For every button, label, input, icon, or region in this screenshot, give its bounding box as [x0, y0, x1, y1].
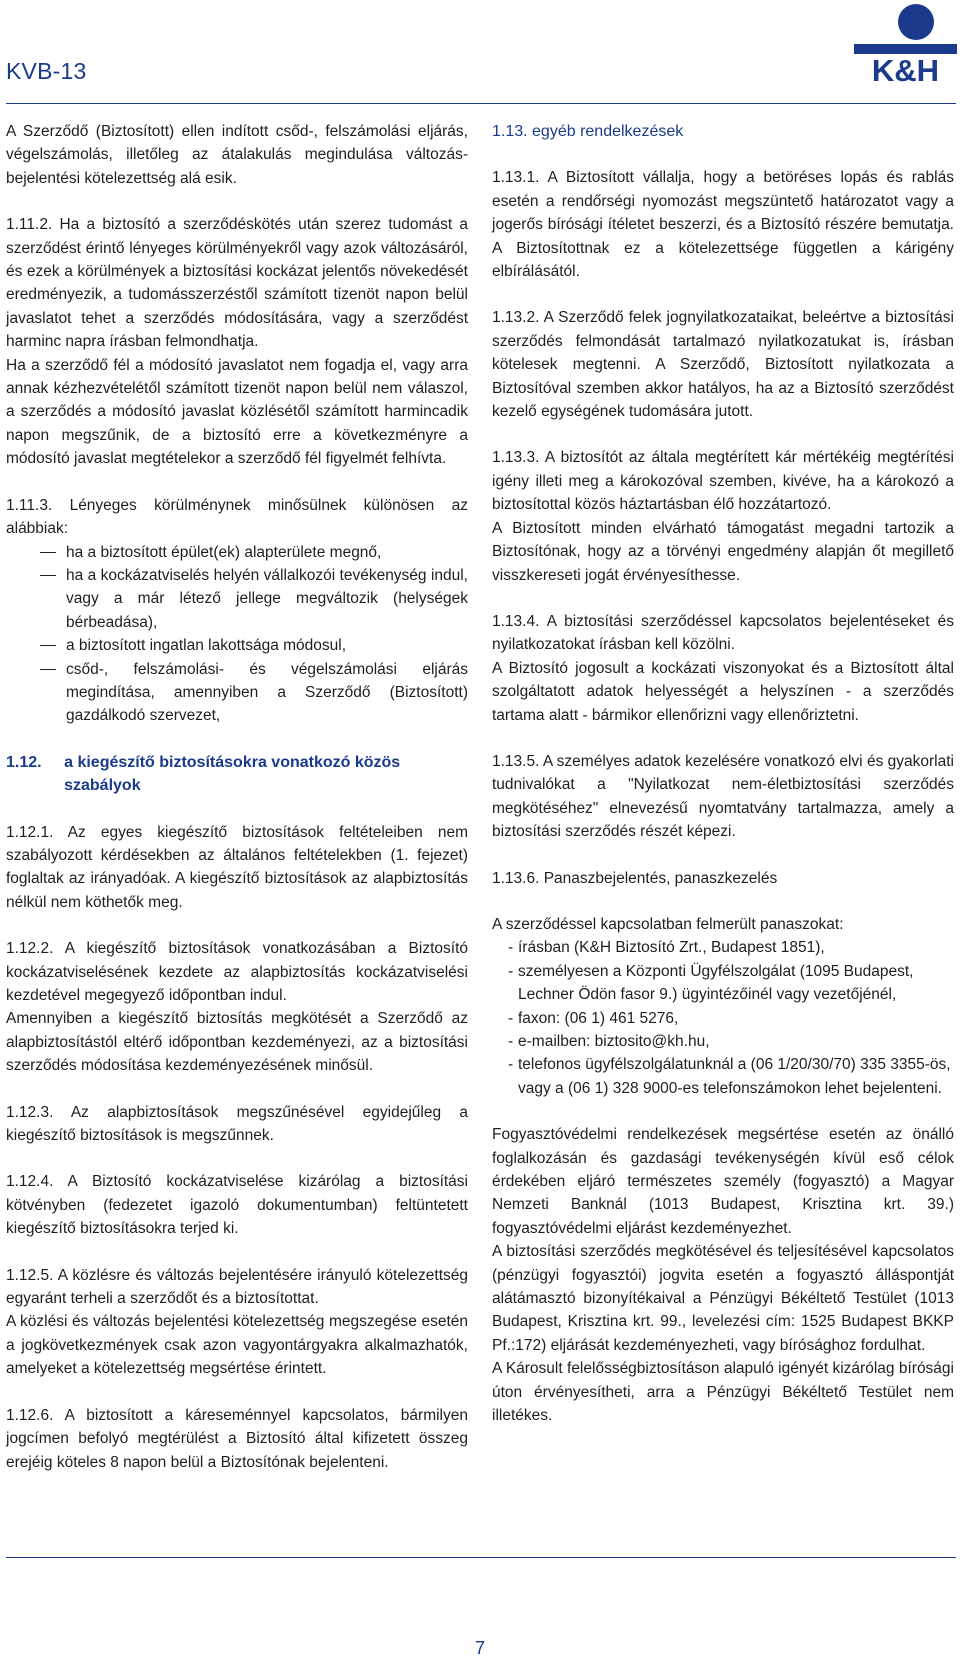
list-item: - telefonos ügyfélszolgálatunknál a (06 1/20/30/70) 335 3355-ös, vagy a (06 1) 328 9000-es telefonszámokon lehet bejelenteni.	[492, 1053, 954, 1100]
list-item: ha a kockázatviselés helyén vállalkozói tevékenység indul, vagy a már létező jellege megváltozik (helységek bérbeadása),	[6, 564, 468, 634]
list-item: - faxon: (06 1) 461 5276,	[492, 1007, 954, 1030]
list-item: a biztosított ingatlan lakottsága módosul,	[6, 634, 468, 657]
list-item: csőd-, felszámolási- és végelszámolási eljárás megindítása, amennyiben a Szerződő (Biztosított) gazdálkodó szervezet,	[6, 658, 468, 728]
complaint-channels-list	[492, 936, 954, 1100]
paragraph-1-13-3-continued: A Biztosított minden elvárható támogatást megadni tartozik a Biztosítónak, hogy az a törvényi engedmény alapján őt megillető visszkereseti jogát érvényesíthesse.	[492, 519, 954, 584]
paragraph-1-13-5: 1.13.5. A személyes adatok kezelésére vonatkozó elvi és gyakorlati tudnivalókat a "Nyilatkozat nem-életbiztosítási szerződés megkötéséhez" elnevezésű nyomtatvány tartalmazza, amely a biztosítási szerződés részét képezi.	[492, 752, 954, 841]
left-column	[6, 120, 468, 1474]
list-item: ha a biztosított épület(ek) alapterülete megnő,	[6, 541, 468, 564]
list-item: - e-mailben: biztosito@kh.hu,	[492, 1030, 954, 1053]
section-heading-1-12	[6, 751, 468, 798]
paragraph-1-13-6: 1.13.6. Panaszbejelentés, panaszkezelés	[492, 869, 778, 887]
paragraph-1-12-2-continued: Amennyiben a kiegészítő biztosítás megkötését a Szerződő az alapbiztosítástól eltérő időpontban kezdeményezi, az a biztosítási szerződés módosítása kezdeményezésének minősül.	[6, 1010, 468, 1075]
kh-logo	[854, 2, 957, 82]
paragraph-1-12-5: 1.12.5. A közlésre és változás bejelentésére irányuló kötelezettség egyaránt terheli a szerződőt és a biztosítottat.	[6, 1266, 468, 1308]
list-item: - írásban (K&H Biztosító Zrt., Budapest 1851),	[492, 936, 954, 959]
paragraph-intro: A Szerződő (Biztosított) ellen indított csőd-, felszámolási eljárás, végelszámolás, illetőleg az átalakulás megindulása változás-bejelentési kötelezettség alá esik.	[6, 123, 468, 187]
page-number: 7	[474, 1638, 485, 1658]
paragraph-1-13-4: 1.13.4. A biztosítási szerződéssel kapcsolatos bejelentéseket és nyilatkozatokat írásban kell közölni.	[492, 612, 954, 654]
right-column	[492, 120, 954, 1428]
paragraph-1-13-1: 1.13.1. A Biztosított vállalja, hogy a betöréses lopás és rablás esetén a rendőrségi nyomozást megszüntető határozatot vagy a jogerős bírósági ítéletet beszerzi, és a Biztosító részére bemutatja. A Biztosítottnak ez a kötelezettsége független a kárigény elbírálásától.	[492, 169, 954, 281]
paragraph-1-11-2: 1.11.2. Ha a biztosító a szerződéskötés után szerez tudomást a szerződést érintő lényeges körülményekről vagy azok változásáról, és ezek a körülmények a biztosítási kockázat jelentős növekedését eredményezik, a tudomásszerzéstől számított tizenöt napon belül javaslatot tehet a szerződés módosítására, vagy a szerződést harminc napra írásban felmondhatja.	[6, 216, 468, 351]
material-circumstances-list	[6, 541, 468, 728]
paragraph-consumer-protection: Fogyasztóvédelmi rendelkezések megsértése esetén az önálló foglalkozásán és gazdasági tevékenységén kívül eső célok érdekében eljáró természetes személy (fogyasztó) a Magyar Nemzeti Banknál (1013 Budapest, Krisztina krt. 39.) fogyasztóvédelmi eljárást kezdeményezhet.	[492, 1126, 954, 1237]
paragraph-1-12-4: 1.12.4. A Biztosító kockázatviselése kizárólag a biztosítási kötvényben (fedezetet igazoló dokumentumban) feltüntetett kiegészítő biztosításokra terjed ki.	[6, 1173, 468, 1238]
footer-rule	[6, 1557, 956, 1558]
section-heading-1-13: 1.13. egyéb rendelkezések	[492, 123, 684, 140]
paragraph-1-12-1: 1.12.1. Az egyes kiegészítő biztosítások feltételeiben nem szabályozott kérdésekben az általános feltételekben (1. fejezet) foglaltak az irányadóak. A kiegészítő biztosítások az alapbiztosítás nélkül nem köthetők meg.	[6, 823, 468, 911]
paragraph-dispute-resolution: A biztosítási szerződés megkötésével és teljesítésével kapcsolatos (pénzügyi fogyasztói) jogvita esetén a fogyasztó álláspontját alátámasztó bizonyítékaival a Pénzügyi Békéltető Testület (1013 Budapest, Krisztina krt. 99., levelezési cím: 1525 Budapest BKKP Pf.:172) eljárását kezdeményezheti, vagy bírósághoz fordulhat.	[492, 1243, 954, 1354]
paragraph-1-13-2: 1.13.2. A Szerződő felek jognyilatkozataikat, beleértve a biztosítási szerződés felmondását tartalmazó nyilatkozatukat is, írásban kötelesek megtenni. A Szerződő, Biztosított nyilatkozata a Biztosítóval szemben akkor hatályos, ha az a Biztosító szerződést kezelő egységének tudomására jutott.	[492, 309, 954, 421]
paragraph-1-12-2: 1.12.2. A kiegészítő biztosítások vonatkozásában a Biztosító kockázatviselésének kezdete az alapbiztosítás kockázatviselési kezdetével megegyező időpontban indul.	[6, 940, 468, 1004]
paragraph-1-11-2-continued: Ha a szerződő fél a módosító javaslatot nem fogadja el, vagy arra annak kézhezvételétől számított tizenöt napon belül nem válaszol, a szerződés a módosító javaslat közlésétől számított harmincadik napon megszűnik, de a biztosító erre a következményre a módosító javaslat megtételekor a szerződő fél figyelmét felhívta.	[6, 356, 468, 468]
paragraph-1-13-3: 1.13.3. A biztosítót az általa megtérített kár mértékéig megtérítési igény illeti meg a károkozóval szemben, kivéve, ha a károkozó a biztosítottal közös háztartásban élő hozzátartozó.	[492, 449, 954, 514]
logo-circle	[898, 4, 934, 40]
paragraph-1-13-4-continued: A Biztosító jogosult a kockázati viszonyokat és a Biztosított által szolgáltatott adatok helyességét a helyszínen - a szerződés tartama alatt - bármikor ellenőrizni vagy ellenőriztetni.	[492, 659, 954, 724]
paragraph-1-12-3: 1.12.3. Az alapbiztosítások megszűnésével egyidejűleg a kiegészítő biztosítások is megszűnnek.	[6, 1103, 468, 1145]
paragraph-1-12-6: 1.12.6. A biztosított a káreseménnyel kapcsolatos, bármilyen jogcímen befolyó megtérülést a Biztosító által kifizetett összeg erejéig köteles 8 napon belül a Biztosítónak bejelenteni.	[6, 1406, 468, 1471]
section-title: a kiegészítő biztosításokra vonatkozó közös szabályok	[64, 753, 401, 795]
document-code: KVB-13	[6, 58, 87, 84]
header-rule	[6, 103, 956, 104]
paragraph-1-12-5-continued: A közlési és változás bejelentési kötelezettség megszegése esetén a jogkövetkezmények csak azon vagyontárgyakra alkalmazhatók, amelyeket a kötelezettség megsértése érintett.	[6, 1313, 468, 1378]
paragraph-1-11-3: 1.11.3. Lényeges körülménynek minősülnek különösen az alábbiak:	[6, 496, 468, 538]
complaint-intro: A szerződéssel kapcsolatban felmerült panaszokat:	[492, 915, 844, 933]
section-number: 1.12.	[6, 753, 42, 771]
list-item: - személyesen a Központi Ügyfélszolgálat (1095 Budapest, Lechner Ödön fasor 9.) ügyintézőinél vagy vezetőjénél,	[492, 960, 954, 1007]
logo-text: K&H	[871, 53, 940, 82]
paragraph-liability-claims: A Károsult felelősségbiztosításon alapuló igényét kizárólag bírósági úton érvényesítheti, arra a Pénzügyi Békéltető Testület nem illetékes.	[492, 1360, 954, 1425]
